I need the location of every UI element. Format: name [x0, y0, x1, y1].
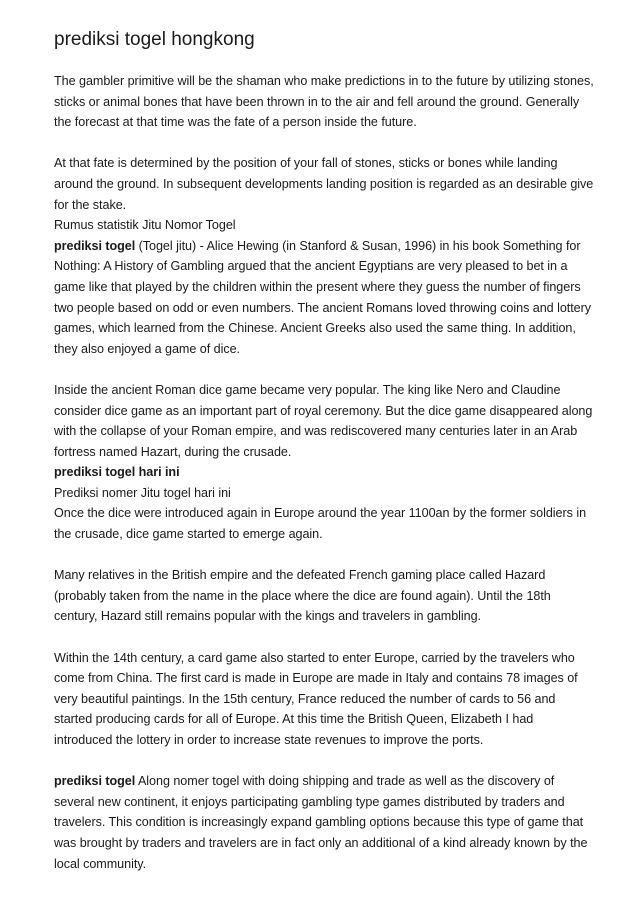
paragraph-gap: [54, 359, 594, 380]
keyword-prediksi-togel: prediksi togel: [54, 774, 136, 789]
article-body: [54, 71, 594, 874]
heading-prediksi-togel-hari-ini: prediksi togel hari ini: [54, 465, 180, 480]
keyword-prediksi-togel: prediksi togel: [54, 238, 136, 253]
paragraph-shipping-trade: [54, 771, 594, 874]
paragraph-card-game: Within the 14th century, a card game also started to enter Europe, carried by the travelers who come from China. The first card is made in Europe are made in Italy and contains 78 images of very beautiful paintings. In the 15th century, France reduced the number of cards to 56 and started producing cards for all of Europe. At this time the British Queen, Elizabeth I had introduced the lottery in order to increase state revenues to improve the ports.: [54, 650, 578, 747]
paragraph-dice-europe: Once the dice were introduced again in Europe around the year 1100an by the former soldiers in the crusade, dice game started to emerge again.: [54, 506, 587, 542]
paragraph-history-text: (Togel jitu) - Alice Hewing (in Stanford & Susan, 1996) in his book Something for Nothing: A History of Gambling argued that the ancient Egyptians are very pleased to bet in a game like that played by the children within the present where they guess the number of fingers two people based on odd or even numbers. The ancient Romans loved throwing coins and lottery games, which learned from the Chinese. Ancient Greeks also used the same thing. In addition, they also enjoyed a game of dice.: [54, 238, 592, 356]
paragraph-gap: [54, 133, 594, 154]
paragraph-fate: At that fate is determined by the position of your fall of stones, sticks or bones while landing around the ground. In subsequent developments landing position is regarded as an desirable give for the stake.: [54, 156, 594, 212]
paragraph-shipping-trade-text: Along nomer togel with doing shipping and trade as well as the discovery of several new continent, it enjoys participating gambling type games distributed by traders and travelers. This condition is increasingly expand gambling options because this type of game that was brought by traders and travelers are in fact only an additional of a kind already known by the local community.: [54, 774, 588, 871]
line-prediksi-nomer: Prediksi nomer Jitu togel hari ini: [54, 485, 231, 500]
line-rumus-statistik: Rumus statistik Jitu Nomor Togel: [54, 218, 236, 233]
page-title: prediksi togel hongkong: [54, 29, 255, 50]
paragraph-gap: [54, 751, 594, 772]
paragraph-gap: [54, 545, 594, 566]
paragraph-hazard: Many relatives in the British empire and the defeated French gaming place called Hazard (probably taken from the name in the place where the dice are found again). Until the 18th century, Hazard still remains popular with the kings and travelers in gambling.: [54, 568, 551, 624]
paragraph-gap: [54, 627, 594, 648]
paragraph-roman-dice: Inside the ancient Roman dice game became very popular. The king like Nero and Claudine consider dice game as an important part of royal ceremony. But the dice game disappeared along with the collapse of your Roman empire, and was rediscovered many centuries later in an Arab fortress named Hazart, during the crusade.: [54, 382, 593, 459]
paragraph-shaman: The gambler primitive will be the shaman who make predictions in to the future by utilizing stones, sticks or animal bones that have been thrown in to the air and fell around the ground. Generally the forecast at that time was the fate of a person inside the future.: [54, 74, 594, 130]
paragraph-history: [54, 236, 594, 360]
